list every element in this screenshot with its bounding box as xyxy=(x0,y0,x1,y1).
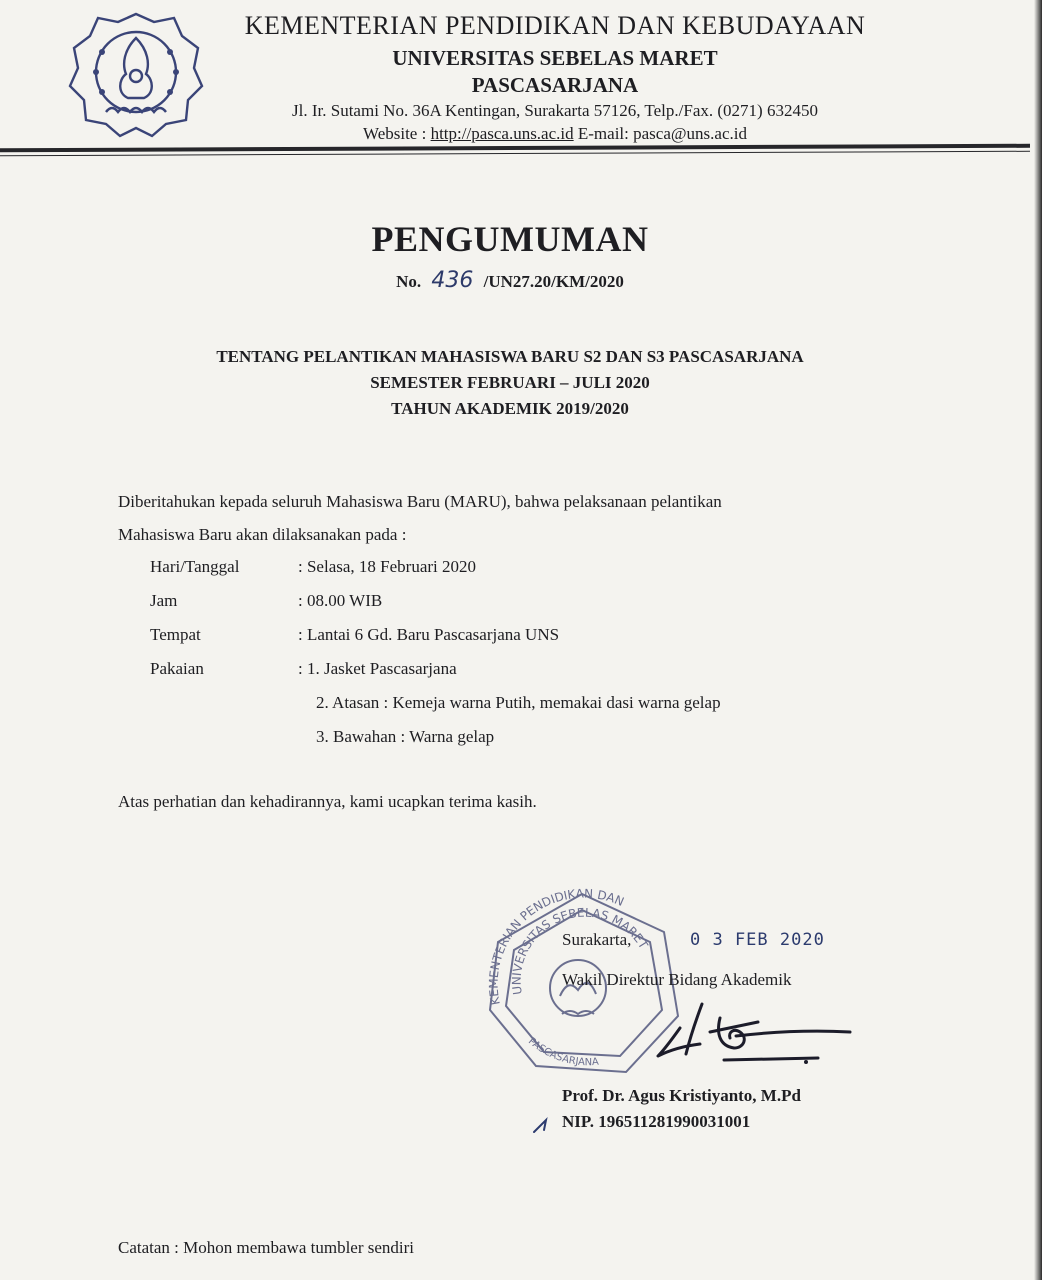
detail-attire-label: Pakaian xyxy=(150,659,204,678)
intro-line-2: Mahasiswa Baru akan dilaksanakan pada : xyxy=(118,525,407,544)
detail-place xyxy=(150,624,559,646)
closing-sentence: Atas perhatian dan kehadirannya, kami ucapkan terima kasih. xyxy=(118,792,537,811)
detail-time-value: : 08.00 WIB xyxy=(298,591,383,610)
stamp-text-inner: UNIVERSITAS SEBELAS MARET xyxy=(509,905,651,996)
detail-date-label: Hari/Tanggal xyxy=(150,557,240,576)
stamp-text-outer: KEMENTERIAN PENDIDIKAN DAN xyxy=(486,886,627,1007)
subject-line-1: TENTANG PELANTIKAN MAHASISWA BARU S2 DAN S3 PASCASARJANA xyxy=(216,347,804,366)
signatory-nip: NIP. 196511281990031001 xyxy=(562,1112,751,1131)
document-number xyxy=(0,268,1020,293)
website-link[interactable]: http://pasca.uns.ac.id xyxy=(430,124,574,143)
subject-line-3: TAHUN AKADEMIK 2019/2020 xyxy=(391,399,629,418)
subject-block xyxy=(0,344,1020,422)
footer-note: Catatan : Mohon membawa tumbler sendiri xyxy=(118,1238,415,1257)
university-logo xyxy=(66,8,206,140)
website-prefix: Website : xyxy=(363,124,427,143)
detail-attire xyxy=(150,658,457,680)
detail-date-value: : Selasa, 18 Februari 2020 xyxy=(298,557,476,576)
document-title: PENGUMUMAN xyxy=(371,219,649,259)
number-suffix: /UN27.20/KM/2020 xyxy=(483,272,624,291)
detail-attire-item-2: 2. Atasan : Kemeja warna Putih, memakai dasi warna gelap xyxy=(316,693,721,712)
detail-time xyxy=(150,590,382,612)
detail-attire-item-3: 3. Bawahan : Warna gelap xyxy=(316,727,495,746)
signatory-role: Wakil Direktur Bidang Akademik xyxy=(562,970,792,989)
page-edge-shadow xyxy=(1034,0,1042,1280)
intro-line-1: Diberitahukan kepada seluruh Mahasiswa Baru (MARU), bahwa pelaksanaan pelantikan xyxy=(118,492,722,511)
stamp-text-bottom: PASCASARJANA xyxy=(525,1035,600,1069)
signature-city: Surakarta, xyxy=(562,930,632,949)
detail-time-label: Jam xyxy=(150,591,178,610)
university-name: UNIVERSITAS SEBELAS MARET xyxy=(392,46,718,70)
subject-line-2: SEMESTER FEBRUARI – JULI 2020 xyxy=(370,373,650,392)
signature-date-stamp: 0 3 FEB 2020 xyxy=(690,930,825,950)
detail-date xyxy=(150,556,476,578)
letterhead xyxy=(210,10,900,146)
detail-place-label: Tempat xyxy=(150,625,201,644)
signatory-name: Prof. Dr. Agus Kristiyanto, M.Pd xyxy=(562,1086,801,1105)
ministry-name: KEMENTERIAN PENDIDIKAN DAN KEBUDAYAAN xyxy=(244,11,866,40)
detail-attire-item-1: : 1. Jasket Pascasarjana xyxy=(298,659,457,678)
number-handwritten: 436 xyxy=(431,268,474,293)
email-text: E-mail: pasca@uns.ac.id xyxy=(577,124,747,143)
handwritten-signature xyxy=(640,998,860,1068)
contact-line xyxy=(210,122,900,146)
faculty-name: PASCASARJANA xyxy=(471,73,639,97)
number-prefix: No. xyxy=(396,272,422,291)
address: Jl. Ir. Sutami No. 36A Kentingan, Surakarta 57126, Telp./Fax. (0271) 632450 xyxy=(292,101,818,120)
paraf-mark xyxy=(530,1114,560,1134)
intro-paragraph xyxy=(118,485,898,551)
detail-place-value: : Lantai 6 Gd. Baru Pascasarjana UNS xyxy=(298,625,560,644)
